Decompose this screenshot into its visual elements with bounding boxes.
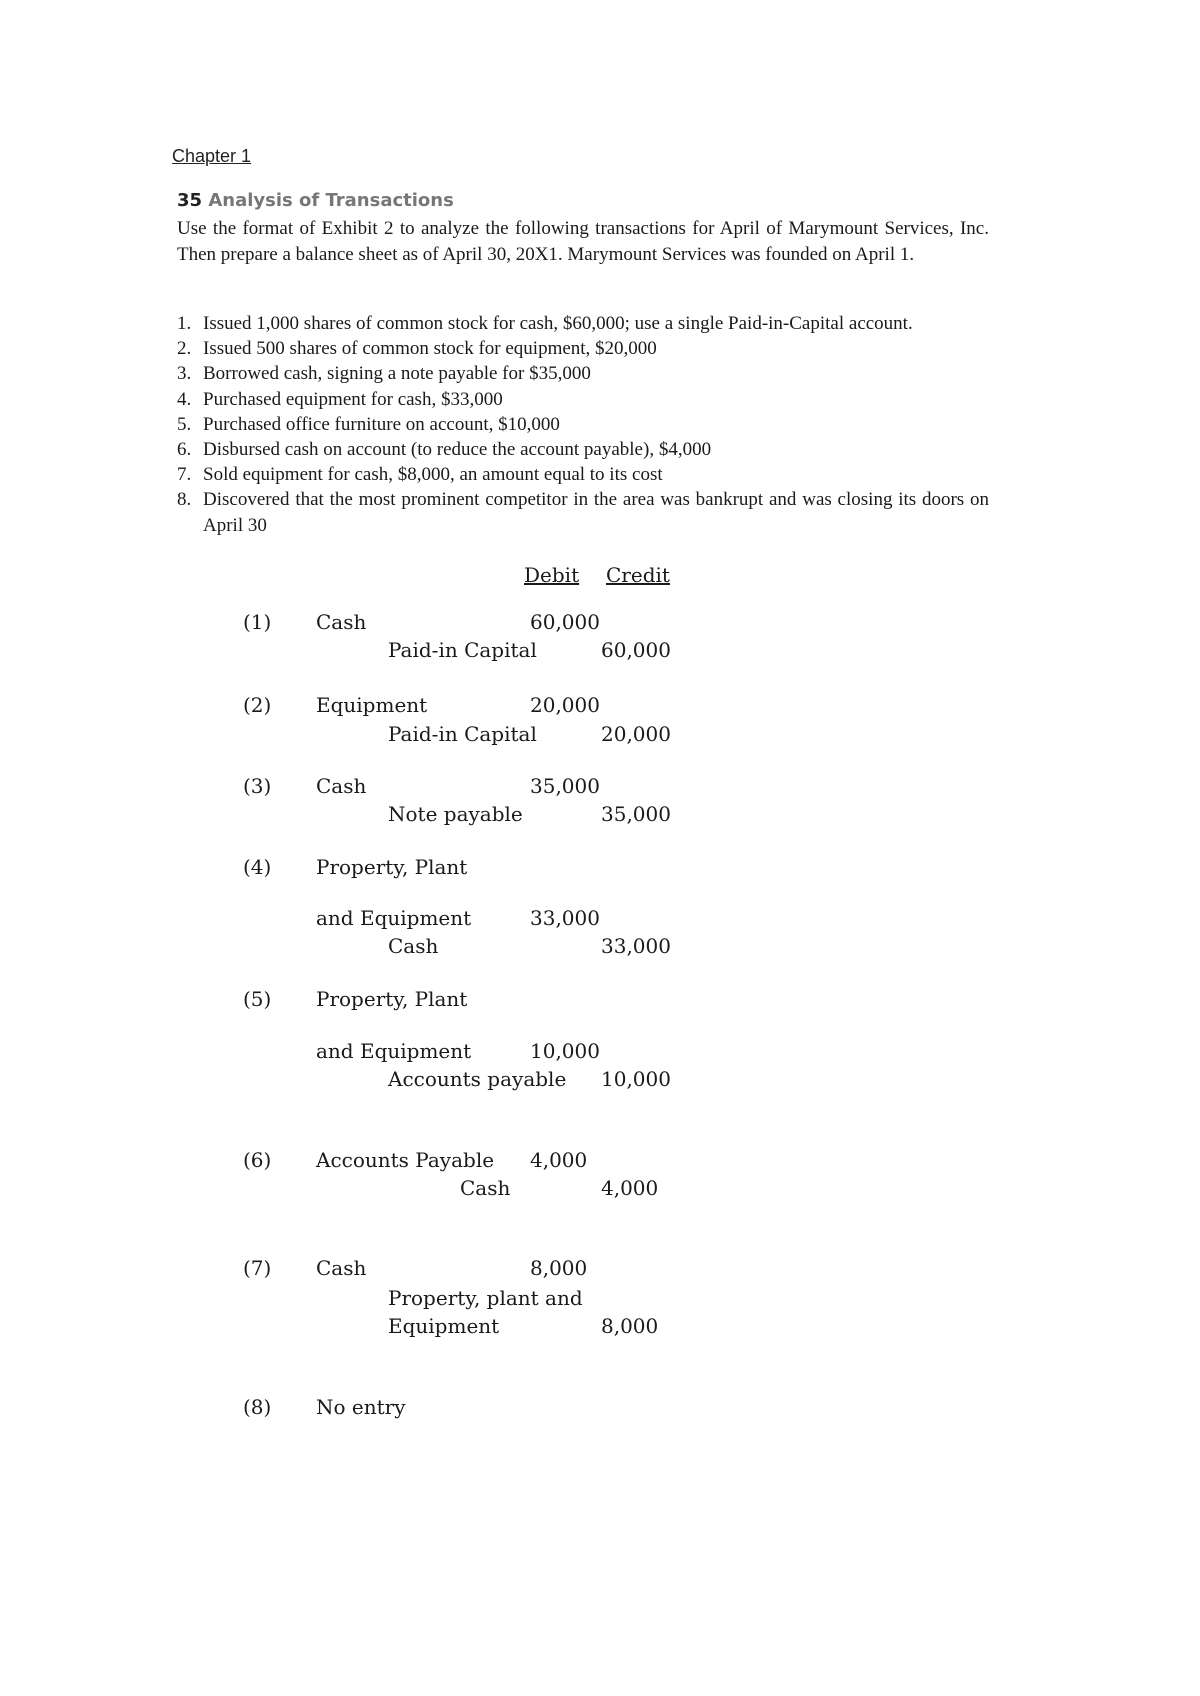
list-item: 5. Purchased office furniture on account, $10,000 <box>177 413 560 435</box>
credit-amount: 8,000 <box>601 1314 659 1338</box>
list-item: 3. Borrowed cash, signing a note payable for $35,000 <box>177 363 591 385</box>
credit-account: Accounts payable <box>388 1067 567 1091</box>
credit-account: Property, plant and <box>388 1286 583 1310</box>
debit-amount: 60,000 <box>530 610 600 634</box>
credit-account: Note payable <box>388 802 523 826</box>
problem-intro: Use the format of Exhibit 2 to analyze the following transactions for April of Marymount Services, Inc. Then prepare a balance sheet as of April 30, 20X1. Marymount Services was founded on April 1. <box>177 218 989 265</box>
credit-amount: 35,000 <box>601 802 671 826</box>
credit-account: Cash <box>388 934 439 958</box>
debit-account: Cash <box>316 610 367 634</box>
credit-account: Paid-in Capital <box>388 638 537 662</box>
credit-account: Paid-in Capital <box>388 722 537 746</box>
chapter-heading: Chapter 1 <box>172 146 252 166</box>
debit-amount: 10,000 <box>530 1039 600 1063</box>
list-item: 7. Sold equipment for cash, $8,000, an amount equal to its cost <box>177 464 663 486</box>
debit-account: Property, Plant <box>316 987 468 1011</box>
list-item: 1. Issued 1,000 shares of common stock for cash, $60,000; use a single Paid-in-Capital account. <box>177 313 913 334</box>
list-item: 2. Issued 500 shares of common stock for equipment, $20,000 <box>177 338 657 360</box>
debit-account: Equipment <box>316 693 428 717</box>
debit-account: Property, Plant <box>316 855 468 879</box>
credit-amount: 60,000 <box>601 638 671 662</box>
problem-title: Analysis of Transactions <box>208 190 454 211</box>
credit-amount: 4,000 <box>601 1176 659 1200</box>
debit-amount: 20,000 <box>530 693 600 717</box>
credit-header: Credit <box>606 563 670 587</box>
credit-amount: 20,000 <box>601 722 671 746</box>
debit-account: Accounts Payable <box>316 1148 495 1172</box>
debit-header: Debit <box>524 563 580 587</box>
entry-number: (1) <box>243 610 272 634</box>
credit-account: Equipment <box>388 1314 500 1338</box>
debit-amount: 35,000 <box>530 774 600 798</box>
list-item: 8. Discovered that the most prominent competitor in the area was bankrupt and was closing its doors on April 30 <box>177 489 989 536</box>
entry-number: (2) <box>243 693 272 717</box>
entry-number: (6) <box>243 1148 272 1172</box>
problem-number: 35 <box>177 190 203 211</box>
entry-number: (7) <box>243 1256 272 1280</box>
entry-number: (3) <box>243 774 272 798</box>
debit-account: and Equipment <box>316 1039 472 1063</box>
list-item: 6. Disbursed cash on account (to reduce the account payable), $4,000 <box>177 439 712 461</box>
credit-amount: 10,000 <box>601 1067 671 1091</box>
debit-account: No entry <box>316 1395 406 1419</box>
debit-amount: 4,000 <box>530 1148 588 1172</box>
credit-account: Cash <box>460 1176 511 1200</box>
debit-amount: 33,000 <box>530 906 600 930</box>
entry-number: (4) <box>243 855 272 879</box>
debit-account: and Equipment <box>316 906 472 930</box>
entry-number: (8) <box>243 1395 272 1419</box>
list-item: 4. Purchased equipment for cash, $33,000 <box>177 388 503 410</box>
debit-account: Cash <box>316 1256 367 1280</box>
entry-number: (5) <box>243 987 272 1011</box>
credit-amount: 33,000 <box>601 934 671 958</box>
debit-account: Cash <box>316 774 367 798</box>
debit-amount: 8,000 <box>530 1256 588 1280</box>
